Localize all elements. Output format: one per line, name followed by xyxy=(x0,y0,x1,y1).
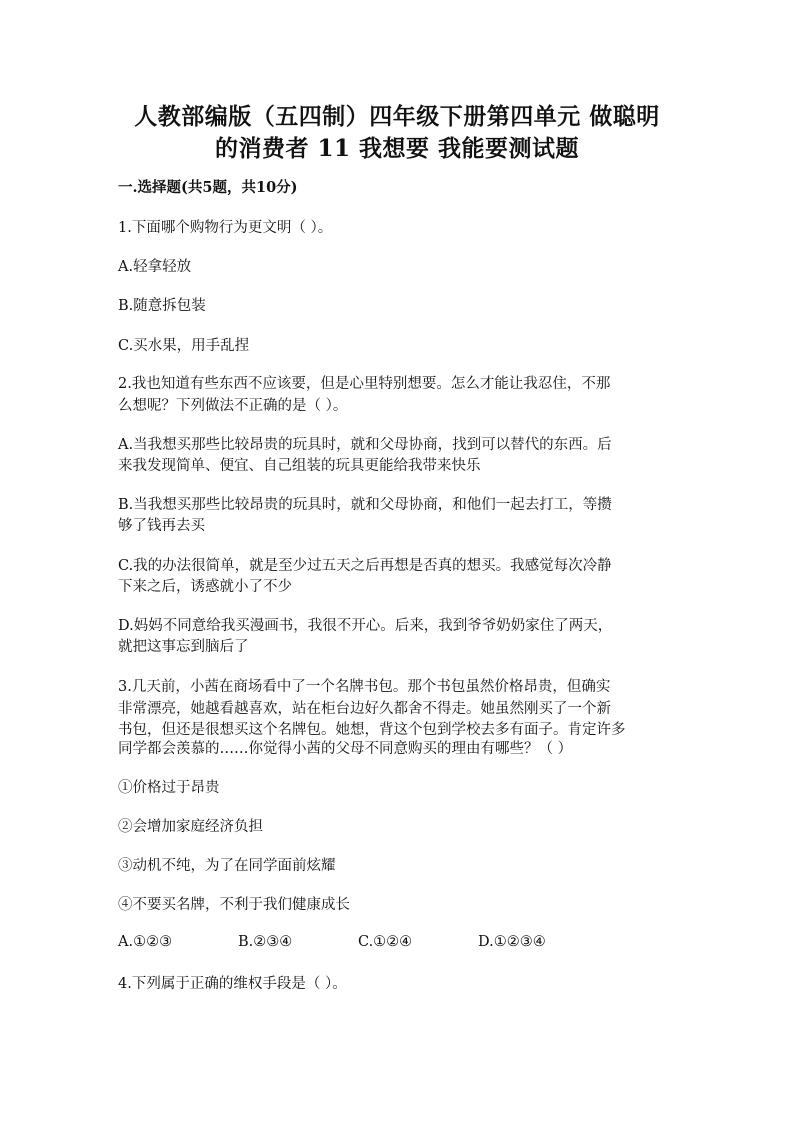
question-3-statement-4: ④不要买名牌，不利于我们健康成长 xyxy=(118,897,350,913)
question-3-stem-line-4: 同学都会羡慕的……你觉得小茜的父母不同意购买的理由有哪些？（ ） xyxy=(118,741,573,757)
question-2-option-c-line-1: C.我的办法很简单，就是至少过五天之后再想是否真的想买。我感觉每次冷静 xyxy=(118,558,612,574)
question-2-option-a-line-1: A.当我想买那些比较昂贵的玩具时，就和父母协商，找到可以替代的东西。后 xyxy=(118,437,612,453)
question-4-stem: 4.下列属于正确的维权手段是（ ）。 xyxy=(118,976,347,992)
question-2-stem-line-2: 么想呢？下列做法不正确的是（ ）。 xyxy=(118,398,348,414)
question-2-option-d-line-2: 就把这事忘到脑后了 xyxy=(118,639,249,655)
question-3-choice-a: A.①②③ xyxy=(118,934,173,950)
question-1-option-b: B.随意拆包装 xyxy=(118,298,206,314)
question-1-option-c: C.买水果，用手乱捏 xyxy=(118,338,250,354)
question-2-option-b-line-1: B.当我想买那些比较昂贵的玩具时，就和父母协商，和他们一起去打工，等攒 xyxy=(118,497,612,513)
question-3-choice-b: B.②③④ xyxy=(238,934,293,950)
question-3-stem-line-1: 3.几天前，小茜在商场看中了一个名牌书包。那个书包虽然价格昂贵，但确实 xyxy=(118,679,611,695)
question-1-stem: 1.下面哪个购物行为更文明（ ）。 xyxy=(118,220,333,236)
document-title-line-2: 的消费者 11 我想要 我能要测试题 xyxy=(214,135,580,162)
question-3-choice-d: D.①②③④ xyxy=(478,934,546,950)
document-title-line-1: 人教部编版（五四制）四年级下册第四单元 做聪明 xyxy=(134,103,660,130)
question-2-option-c-line-2: 下来之后，诱惑就小了不少 xyxy=(118,579,292,595)
question-2-option-d-line-1: D.妈妈不同意给我买漫画书，我很不开心。后来，我到爷爷奶奶家住了两天， xyxy=(118,618,613,634)
question-3-stem-line-2: 非常漂亮，她越看越喜欢，站在柜台边好久都舍不得走。她虽然刚买了一个新 xyxy=(118,701,611,717)
question-3-choice-c: C.①②④ xyxy=(358,934,413,950)
question-2-option-b-line-2: 够了钱再去买 xyxy=(118,518,205,534)
section-heading: 一.选择题(共5题，共10分) xyxy=(118,179,298,196)
question-3-statement-1: ①价格过于昂贵 xyxy=(118,780,220,796)
question-3-statement-2: ②会增加家庭经济负担 xyxy=(118,819,263,835)
question-2-stem-line-1: 2.我也知道有些东西不应该要，但是心里特别想要。怎么才能让我忍住，不那 xyxy=(118,376,611,392)
question-3-choices xyxy=(118,934,678,954)
question-3-statement-3: ③动机不纯，为了在同学面前炫耀 xyxy=(118,858,336,874)
question-1-option-a: A.轻拿轻放 xyxy=(118,259,192,275)
question-2-option-a-line-2: 来我发现简单、便宜、自己组装的玩具更能给我带来快乐 xyxy=(118,458,481,474)
question-3-stem-line-3: 书包，但还是很想买这个名牌包。她想，背这个包到学校去多有面子。肯定许多 xyxy=(118,722,626,738)
